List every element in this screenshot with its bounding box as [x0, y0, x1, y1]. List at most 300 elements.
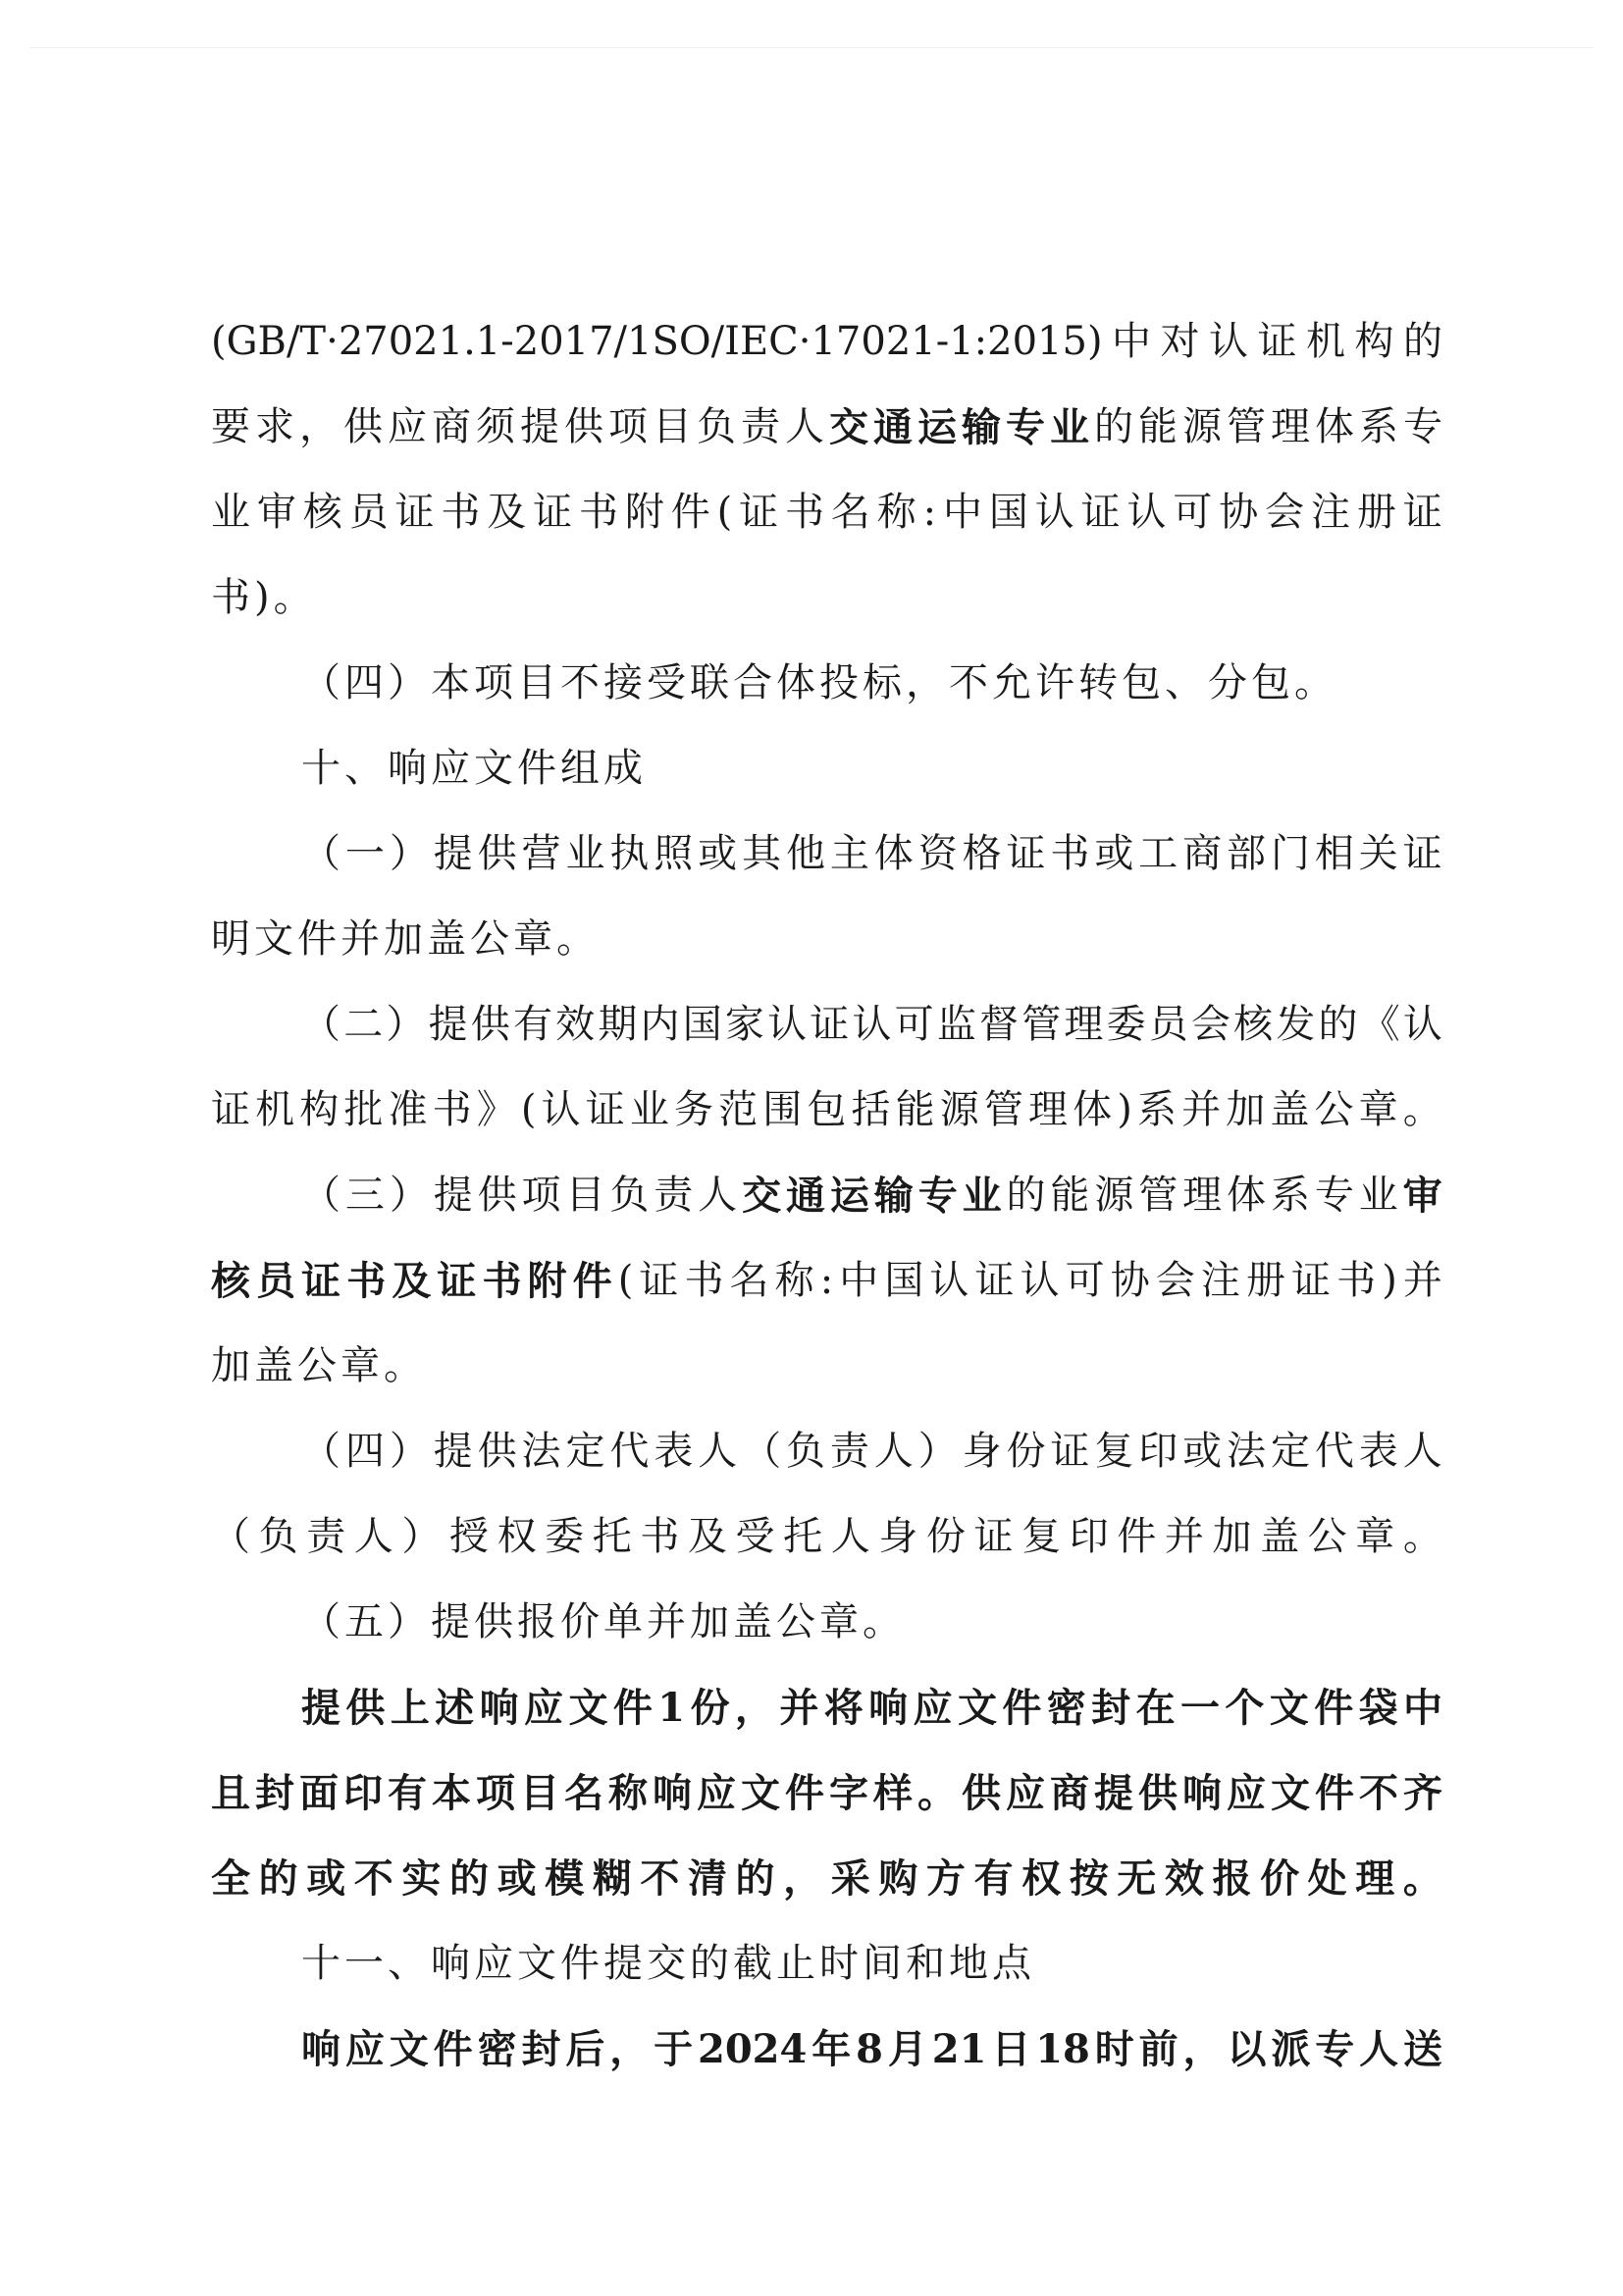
text-token: （	[301, 1429, 340, 1474]
text-token: 权	[497, 1514, 537, 1559]
text-token: 文	[1269, 1685, 1309, 1731]
text-token: 人	[698, 1173, 738, 1218]
text-token: 理	[1027, 1087, 1068, 1132]
text-token: 四	[344, 1429, 385, 1474]
text-token: 文	[1271, 1770, 1310, 1816]
text-token: 核	[1233, 1002, 1274, 1047]
text-token: 齐	[1403, 1770, 1442, 1816]
text-token: 要	[211, 404, 250, 449]
text-token: 公	[1314, 1087, 1354, 1132]
text-token: 2024	[698, 2026, 808, 2072]
text-token: （	[301, 1002, 340, 1047]
text-token: 法	[521, 1429, 561, 1474]
text-token: 一	[344, 831, 385, 876]
text-token: （	[301, 831, 340, 876]
text-token: 应	[1227, 1770, 1266, 1816]
text-token: 通	[785, 1173, 825, 1219]
text-token: ，	[609, 2026, 650, 2072]
text-token: 协	[1219, 490, 1259, 535]
text-token: 系	[1136, 1087, 1177, 1132]
text-token: 机	[255, 1087, 295, 1132]
text-token: 件	[612, 1685, 653, 1731]
text-token: 名	[830, 490, 870, 535]
text-token: 管	[1138, 1173, 1178, 1218]
text-token: 证	[1402, 490, 1442, 535]
text-token: 体	[873, 831, 914, 876]
text-token: 人	[873, 1429, 914, 1474]
text-token: 部	[1227, 831, 1267, 876]
text-token: 运	[917, 404, 957, 450]
text-token: 主	[829, 831, 869, 876]
text-token: 书	[1050, 831, 1090, 876]
text-token: 围	[762, 1087, 803, 1132]
text-token: 效	[1164, 1855, 1204, 1902]
text-token: 二	[343, 1002, 384, 1047]
text-token: 人	[785, 404, 824, 449]
text-line	[211, 1750, 1442, 1836]
text-line	[211, 1836, 1442, 1921]
text-token: 括	[851, 1087, 891, 1132]
text-token: 供	[477, 1429, 517, 1474]
text-token: (GB/T·27021.1-2017/1SO/IEC·17021-1:2015)	[211, 319, 1103, 364]
text-token: 书	[441, 490, 481, 535]
text-token: 项	[476, 1770, 515, 1816]
text-token: 文	[957, 1685, 997, 1731]
text-token: 认	[852, 1002, 892, 1047]
text-token: 件	[1314, 1685, 1354, 1731]
text-token: 业	[962, 1173, 1002, 1219]
text-token: 或	[1094, 831, 1134, 876]
text-token: 加	[1226, 1087, 1266, 1132]
text-token: 述	[435, 1685, 475, 1731]
text-token: 表	[654, 1429, 694, 1474]
text-token: （	[211, 1514, 250, 1559]
text-token: 加	[1212, 1514, 1252, 1559]
text-token: 密	[1046, 1685, 1086, 1731]
text-token: 身	[878, 1514, 918, 1559]
text-token: 后	[565, 2026, 605, 2072]
text-token: 专	[1403, 404, 1442, 449]
text-token: 期	[598, 1002, 638, 1047]
text-line	[211, 2007, 1442, 2092]
text-token: ）	[389, 1173, 429, 1218]
text-token: 商	[1050, 1770, 1089, 1816]
text-token: 通	[873, 404, 913, 450]
text-token: 法	[1227, 1429, 1267, 1474]
text-token: 应	[697, 1770, 736, 1816]
text-token: 业	[1358, 1173, 1398, 1218]
text-token: 照	[654, 831, 694, 876]
text-token: 提	[1094, 1770, 1133, 1816]
text-token: 责	[654, 1173, 694, 1218]
text-token: 管	[983, 1087, 1023, 1132]
text-token: 认	[767, 1002, 808, 1047]
text-token: 册	[1356, 490, 1396, 535]
text-token: 袋	[1358, 1685, 1398, 1731]
text-line	[211, 1068, 1442, 1153]
text-line	[211, 1153, 1442, 1238]
text-token: 定	[565, 1429, 605, 1474]
text-token: (	[520, 1087, 537, 1132]
text-token: ，	[734, 1685, 774, 1731]
text-token: 章	[1358, 1087, 1398, 1132]
text-token: 按	[1069, 1855, 1109, 1902]
text-token: 应	[524, 1685, 564, 1731]
text-token: 或	[497, 1855, 537, 1902]
text-token: 购	[878, 1855, 918, 1902]
text-token: 方	[925, 1855, 966, 1902]
text-token: 无	[1117, 1855, 1157, 1902]
text-token: 并	[779, 1685, 819, 1731]
text-token: ，	[1182, 2026, 1223, 2072]
text-token: :	[922, 490, 937, 535]
text-token: 不	[353, 1855, 393, 1902]
text-line	[211, 1238, 1442, 1324]
text-token: 能	[1050, 1173, 1090, 1218]
text-token: 理	[1271, 404, 1310, 449]
text-token: 源	[939, 1087, 979, 1132]
text-token: 认	[1126, 490, 1167, 535]
text-token: ）	[389, 1429, 429, 1474]
text-token: 书	[482, 1258, 522, 1304]
text-token: 称	[876, 490, 916, 535]
text-token: 体	[1315, 404, 1354, 449]
text-token: 求	[255, 404, 294, 449]
text-token: 提	[301, 1685, 340, 1731]
text-token: 责	[741, 404, 780, 449]
text-token: 提	[428, 1002, 468, 1047]
text-token: 响	[1182, 1770, 1222, 1816]
text-token: 核	[211, 1258, 250, 1304]
text-token: 应	[344, 2026, 385, 2072]
text-token: 家	[724, 1002, 764, 1047]
text-token: 将	[823, 1685, 864, 1731]
text-token: 能	[1138, 404, 1178, 449]
text-token: （	[301, 1173, 340, 1218]
text-token: 书	[346, 1258, 387, 1304]
text-token: 证	[533, 490, 573, 535]
text-token: 样	[873, 1770, 913, 1816]
text-token: 负	[609, 1173, 650, 1218]
text-token: 的	[1318, 1002, 1358, 1047]
text-token: 代	[609, 1429, 650, 1474]
text-token: 。	[1402, 1514, 1442, 1559]
text-token: 且	[211, 1770, 250, 1816]
text-token: 托	[592, 1514, 632, 1559]
text-token: 负	[258, 1514, 298, 1559]
text-token: 证	[1291, 1258, 1332, 1303]
text-token: 印	[343, 1770, 383, 1816]
text-token: 一	[1179, 1685, 1220, 1731]
text-token: 上	[390, 1685, 430, 1731]
text-token: 书	[1336, 1258, 1377, 1303]
text-token: 国	[682, 1002, 722, 1047]
text-token: 授	[448, 1514, 489, 1559]
text-token: 提	[433, 831, 473, 876]
text-token: 督	[979, 1002, 1019, 1047]
text-token: 。	[1402, 1087, 1442, 1132]
text-token: (	[716, 490, 733, 535]
text-token: 并	[1402, 1258, 1442, 1303]
text-token: 他	[785, 831, 825, 876]
text-token: 书	[640, 1514, 680, 1559]
text-token: 交	[829, 404, 868, 450]
text-token: 年	[812, 2026, 852, 2072]
text-token: 供	[470, 1002, 510, 1047]
text-token: 件	[1002, 1685, 1042, 1731]
text-token: 体	[1073, 1087, 1113, 1132]
text-token: 供	[1138, 1770, 1178, 1816]
text-token: 及	[392, 1258, 432, 1304]
text-token: 的	[448, 1855, 489, 1902]
text-token: 人	[698, 1429, 738, 1474]
text-token: 门	[1270, 831, 1310, 876]
text-token: 证	[1080, 490, 1121, 535]
text-token: 前	[1138, 2026, 1178, 2072]
text-token: 认	[1209, 319, 1249, 364]
text-token: 会	[1190, 1002, 1230, 1047]
text-token: 业	[629, 1087, 669, 1132]
text-line: 书)。	[211, 575, 317, 620]
text-token: 时	[1094, 2026, 1134, 2072]
text-line: （五）提供报价单并加盖公章。	[301, 1599, 906, 1644]
text-token: 证	[211, 1087, 250, 1132]
text-token: 目	[520, 1770, 559, 1816]
text-token: 证	[1402, 831, 1442, 876]
text-token: 证	[1006, 831, 1046, 876]
text-token: 供	[345, 1685, 386, 1731]
text-line	[211, 1665, 1442, 1750]
text-token: 输	[962, 404, 1001, 450]
text-token: 员	[348, 490, 389, 535]
text-line	[211, 470, 1442, 555]
text-token: 范	[718, 1087, 759, 1132]
text-token: 人	[1359, 2026, 1399, 2072]
text-token: 供	[477, 1173, 517, 1218]
text-token: 个	[1225, 1685, 1265, 1731]
text-token: 份	[690, 1685, 730, 1731]
text-token: 中	[942, 490, 982, 535]
text-token: 全	[211, 1855, 250, 1902]
text-token: 份	[1006, 1429, 1046, 1474]
text-token: 务	[673, 1087, 713, 1132]
text-token: 员	[1148, 1002, 1188, 1047]
scan-edge-line	[29, 47, 1594, 48]
text-line	[211, 1494, 1442, 1580]
text-token: 定	[1270, 1429, 1310, 1474]
text-token: 证	[810, 1002, 850, 1047]
text-token: 构	[299, 1087, 340, 1132]
text-token: 文	[568, 1685, 608, 1731]
text-token: 执	[609, 831, 650, 876]
text-token: 件	[433, 2026, 473, 2072]
text-token: 审	[256, 490, 296, 535]
text-token: 实	[401, 1855, 442, 1902]
text-token: 专	[1314, 1173, 1354, 1218]
text-token: 相	[1314, 831, 1354, 876]
text-token: 国	[988, 490, 1028, 535]
text-token: 包	[807, 1087, 847, 1132]
text-token: 月	[887, 2026, 927, 2072]
text-token: 机	[1305, 319, 1345, 364]
text-token: 源	[1094, 1173, 1134, 1218]
text-token: 负	[785, 1429, 825, 1474]
text-token: 效	[555, 1002, 596, 1047]
text-token: 21	[931, 2026, 987, 2072]
text-token: 册	[1245, 1258, 1285, 1303]
text-token: 人	[830, 1514, 870, 1559]
text-token: 理	[1355, 1855, 1395, 1902]
text-token: 能	[895, 1087, 935, 1132]
text-token: 封	[521, 2026, 561, 2072]
text-token: 可	[894, 1002, 934, 1047]
text-token: 响	[868, 1685, 909, 1731]
text-token: :	[819, 1258, 834, 1303]
text-token: 复	[1094, 1429, 1134, 1474]
text-token: 称	[608, 1770, 648, 1816]
text-token: 。	[1402, 1855, 1442, 1902]
text-token: 证	[585, 1087, 625, 1132]
text-token: ，	[783, 1855, 823, 1902]
text-token: 并	[1164, 1514, 1204, 1559]
text-token: 件	[572, 1258, 612, 1304]
text-token: 中	[1403, 1685, 1442, 1731]
text-token: 》	[476, 1087, 516, 1132]
text-token: 及	[687, 1514, 727, 1559]
text-token: 注	[1200, 1258, 1240, 1303]
text-token: 件	[1117, 1514, 1157, 1559]
text-token: 认	[929, 1258, 969, 1303]
text-token: 名	[729, 1258, 769, 1303]
text-token: 18	[1035, 2026, 1090, 2072]
text-token: 证	[301, 1258, 341, 1304]
text-token: 密	[477, 2026, 517, 2072]
text-token: 委	[1106, 1002, 1146, 1047]
text-token: ）	[389, 831, 429, 876]
text-token: (	[617, 1258, 634, 1303]
text-token: 不	[1359, 1770, 1398, 1816]
text-token: 证	[394, 490, 435, 535]
text-token: 目	[653, 404, 692, 449]
text-token: 于	[654, 2026, 694, 2072]
text-token: 或	[1182, 1429, 1223, 1474]
text-token: 目	[565, 1173, 605, 1218]
text-token: 业	[1050, 404, 1089, 450]
text-token: 或	[698, 831, 738, 876]
text-token: 理	[1064, 1002, 1104, 1047]
text-line	[211, 299, 1442, 385]
text-token: 盖	[1270, 1087, 1310, 1132]
text-token: 采	[830, 1855, 870, 1902]
text-token: 日	[991, 2026, 1031, 2072]
text-token: 附	[527, 1258, 567, 1304]
text-token: 可	[1173, 490, 1213, 535]
text-token: 人	[353, 1514, 393, 1559]
text-token: 糊	[592, 1855, 632, 1902]
text-token: 管	[1021, 1002, 1062, 1047]
text-token: 及	[487, 490, 527, 535]
text-token: 有	[388, 1770, 427, 1816]
text-token: 国	[884, 1258, 924, 1303]
text-token: 业	[211, 490, 250, 535]
text-token: 盖	[1260, 1514, 1300, 1559]
text-token: 模	[545, 1855, 585, 1902]
text-token: 印	[1138, 1429, 1178, 1474]
text-token: 表	[1358, 1429, 1398, 1474]
text-token: 件	[670, 490, 710, 535]
text-token: 供	[343, 404, 383, 449]
text-token: 身	[962, 1429, 1002, 1474]
text-token: 派	[1271, 2026, 1311, 2072]
text-token: 响	[653, 1770, 692, 1816]
text-token: 文	[389, 2026, 429, 2072]
text-token: 管	[1227, 404, 1266, 449]
text-token: 核	[302, 490, 342, 535]
text-token: 公	[1307, 1514, 1347, 1559]
text-token: 资	[917, 831, 958, 876]
text-token: 受	[735, 1514, 775, 1559]
text-token: 证	[1050, 1429, 1090, 1474]
text-token: )	[1382, 1258, 1397, 1303]
text-token: 响	[301, 2026, 340, 2072]
text-token: 商	[432, 404, 471, 449]
section-heading: 十、响应文件组成	[301, 746, 647, 791]
text-token: 审	[1402, 1173, 1442, 1219]
text-token: 代	[1314, 1429, 1354, 1474]
text-token: 封	[1091, 1685, 1131, 1731]
text-token: 8	[856, 2026, 883, 2072]
text-token: 三	[344, 1173, 385, 1218]
text-token: 准	[388, 1087, 428, 1132]
text-token: 应	[388, 404, 427, 449]
text-token: 供	[477, 831, 517, 876]
text-token: 格	[962, 831, 1002, 876]
text-token: 并	[1181, 1087, 1222, 1132]
text-token: 提	[520, 404, 559, 449]
text-token: 专	[1006, 404, 1045, 450]
text-token: 件	[1315, 1770, 1354, 1816]
text-line	[211, 1409, 1442, 1494]
text-token: 商	[1182, 831, 1223, 876]
text-token: 《	[1360, 1002, 1400, 1047]
text-token: 封	[255, 1770, 294, 1816]
text-token: 有	[973, 1855, 1014, 1902]
text-token: 清	[687, 1855, 727, 1902]
text-token: 中	[1112, 319, 1152, 364]
text-token: 证	[973, 1514, 1014, 1559]
text-token: 1	[657, 1685, 686, 1731]
text-token: 在	[1135, 1685, 1176, 1731]
text-token: 证	[639, 1258, 679, 1303]
text-token: 处	[1307, 1855, 1347, 1902]
text-token: 专	[1315, 2026, 1355, 2072]
text-token: 以	[1227, 2026, 1267, 2072]
text-token: 的	[735, 1855, 775, 1902]
text-token: 价	[1260, 1855, 1300, 1902]
text-token: 证	[739, 490, 779, 535]
text-token: 其	[742, 831, 782, 876]
text-line	[211, 982, 1442, 1068]
text-token: 权	[1021, 1855, 1062, 1902]
text-token: 协	[1110, 1258, 1150, 1303]
text-token: 输	[873, 1173, 914, 1219]
text-line: 明文件并加盖公章。	[211, 916, 600, 962]
text-token: 须	[476, 404, 515, 449]
text-token: （	[742, 1429, 782, 1474]
text-token: 理	[1182, 1173, 1223, 1218]
text-token: 项	[608, 404, 648, 449]
text-token: 份	[925, 1514, 966, 1559]
